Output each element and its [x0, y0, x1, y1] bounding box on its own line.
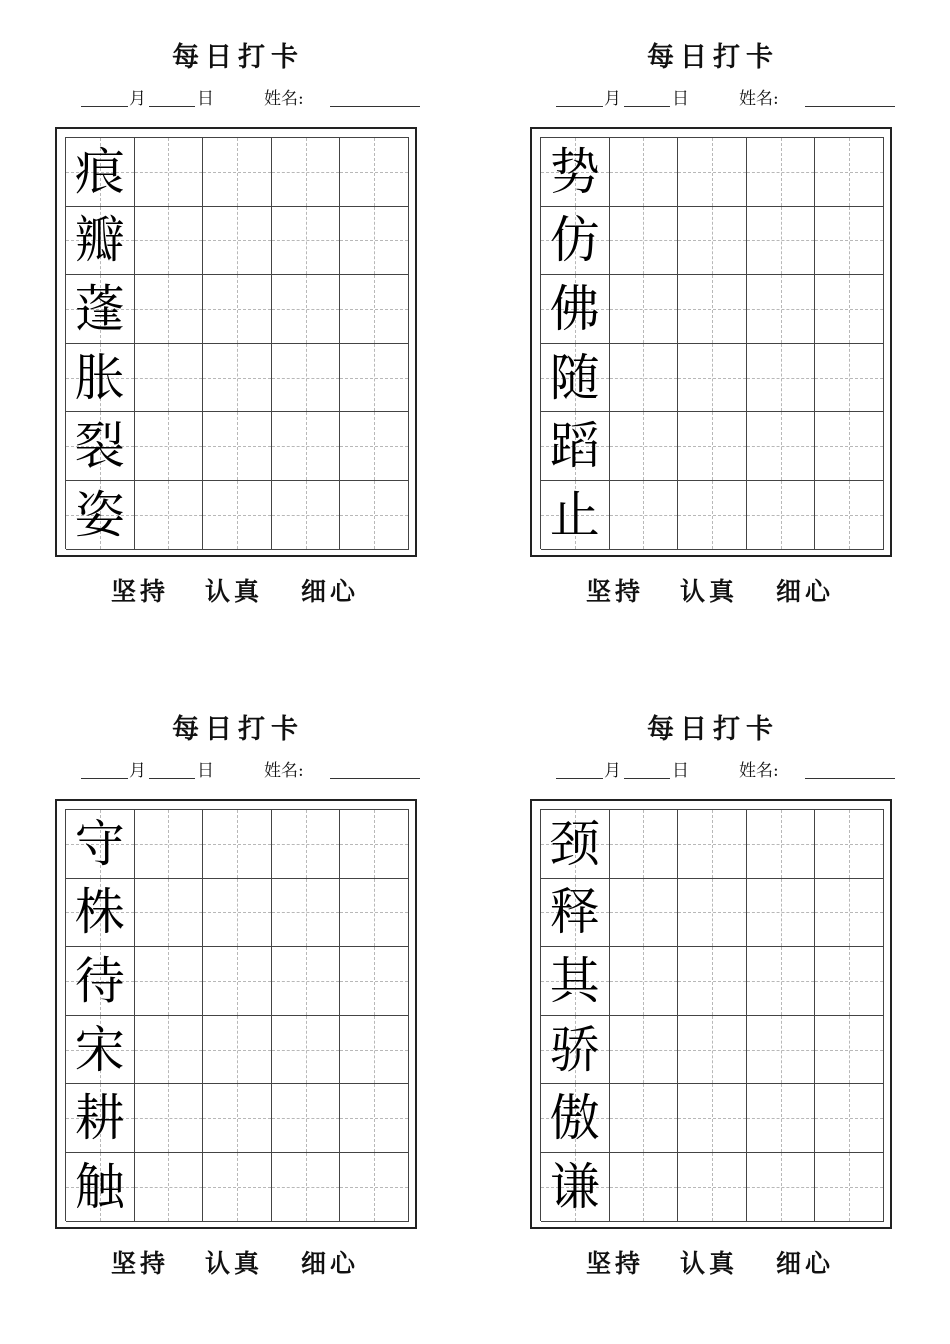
practice-cell[interactable] — [815, 138, 884, 207]
motto-row — [528, 1244, 898, 1284]
motto-row — [53, 572, 423, 612]
name-blank[interactable] — [805, 106, 895, 107]
month-label: 月 — [604, 89, 621, 109]
month-label: 月 — [129, 761, 146, 781]
practice-cell[interactable] — [610, 412, 679, 481]
practice-cell[interactable] — [678, 344, 747, 413]
name-blank[interactable] — [330, 106, 420, 107]
practice-cell[interactable] — [747, 481, 816, 550]
practice-cell[interactable] — [815, 275, 884, 344]
practice-cell[interactable] — [135, 879, 204, 948]
practice-card-3 — [53, 712, 423, 1312]
practice-cell[interactable] — [135, 1016, 204, 1085]
month-blank[interactable] — [556, 106, 603, 107]
grid-row — [66, 1084, 409, 1153]
motto-attentive: 细心 — [301, 577, 360, 606]
practice-cell[interactable] — [678, 138, 747, 207]
month-blank[interactable] — [556, 778, 603, 779]
model-character: 佛 — [549, 279, 600, 338]
practice-cell[interactable] — [135, 207, 204, 276]
writing-grid — [55, 799, 417, 1229]
model-cell — [541, 412, 610, 481]
model-character: 骄 — [549, 1020, 600, 1079]
practice-cell[interactable] — [678, 412, 747, 481]
motto-persist: 坚持 — [586, 577, 645, 606]
grid-row — [541, 138, 884, 207]
model-cell — [66, 810, 135, 879]
practice-cell[interactable] — [135, 275, 204, 344]
name-label: 姓名: — [739, 761, 779, 781]
practice-cell[interactable] — [340, 138, 409, 207]
grid-row — [541, 1016, 884, 1085]
motto-careful: 认真 — [680, 1249, 739, 1278]
practice-cell[interactable] — [272, 1153, 341, 1222]
practice-cell[interactable] — [610, 344, 679, 413]
practice-cell[interactable] — [610, 138, 679, 207]
model-character: 蓬 — [74, 279, 125, 338]
model-cell — [66, 1016, 135, 1085]
motto-row — [53, 1244, 423, 1284]
practice-cell[interactable] — [678, 879, 747, 948]
grid-row — [541, 879, 884, 948]
motto-persist: 坚持 — [111, 577, 170, 606]
grid-inner — [65, 809, 409, 1221]
practice-cell[interactable] — [340, 947, 409, 1016]
card-title: 每日打卡 — [647, 42, 779, 73]
motto-persist: 坚持 — [586, 1249, 645, 1278]
practice-cell[interactable] — [340, 481, 409, 550]
grid-row — [66, 275, 409, 344]
practice-cell[interactable] — [747, 207, 816, 276]
practice-card-1 — [53, 40, 423, 640]
month-label: 月 — [129, 89, 146, 109]
practice-cell[interactable] — [747, 138, 816, 207]
practice-cell[interactable] — [203, 138, 272, 207]
day-label: 日 — [672, 761, 689, 781]
practice-cell[interactable] — [135, 947, 204, 1016]
model-cell — [66, 412, 135, 481]
model-cell — [66, 275, 135, 344]
grid-row — [541, 1153, 884, 1222]
model-cell — [541, 207, 610, 276]
grid-inner — [540, 809, 884, 1221]
model-character: 株 — [74, 883, 125, 942]
practice-cell[interactable] — [747, 412, 816, 481]
practice-cell[interactable] — [135, 138, 204, 207]
motto-row — [528, 572, 898, 612]
model-character: 守 — [74, 814, 125, 873]
model-character: 瓣 — [74, 211, 125, 270]
practice-cell[interactable] — [610, 1016, 679, 1085]
practice-cell[interactable] — [678, 275, 747, 344]
practice-cell[interactable] — [340, 1153, 409, 1222]
practice-card-4 — [528, 712, 898, 1312]
practice-cell[interactable] — [203, 810, 272, 879]
practice-cell[interactable] — [678, 947, 747, 1016]
name-label: 姓名: — [264, 89, 304, 109]
model-character: 势 — [549, 142, 600, 201]
day-blank[interactable] — [624, 106, 670, 107]
practice-cell[interactable] — [815, 1084, 884, 1153]
model-cell — [541, 879, 610, 948]
grid-row — [541, 275, 884, 344]
practice-cell[interactable] — [610, 207, 679, 276]
practice-cell[interactable] — [203, 344, 272, 413]
month-blank[interactable] — [81, 778, 128, 779]
model-character: 宋 — [74, 1020, 125, 1079]
model-cell — [66, 481, 135, 550]
practice-cell[interactable] — [272, 1084, 341, 1153]
motto-persist: 坚持 — [111, 1249, 170, 1278]
practice-cell[interactable] — [272, 481, 341, 550]
practice-cell[interactable] — [203, 275, 272, 344]
practice-cell[interactable] — [340, 344, 409, 413]
practice-cell[interactable] — [135, 344, 204, 413]
month-blank[interactable] — [81, 106, 128, 107]
practice-cell[interactable] — [678, 1016, 747, 1085]
grid-row — [66, 1153, 409, 1222]
model-character: 耕 — [74, 1089, 125, 1148]
grid-inner — [65, 137, 409, 549]
practice-cell[interactable] — [678, 207, 747, 276]
practice-cell[interactable] — [272, 275, 341, 344]
practice-cell[interactable] — [135, 412, 204, 481]
writing-grid — [530, 799, 892, 1229]
month-label: 月 — [604, 761, 621, 781]
practice-cell[interactable] — [272, 207, 341, 276]
model-cell — [541, 1016, 610, 1085]
model-character: 裂 — [74, 417, 125, 476]
practice-cell[interactable] — [340, 207, 409, 276]
practice-cell[interactable] — [678, 1153, 747, 1222]
practice-cell[interactable] — [135, 1084, 204, 1153]
practice-cell[interactable] — [747, 1016, 816, 1085]
practice-cell[interactable] — [340, 1084, 409, 1153]
model-cell — [541, 947, 610, 1016]
name-label: 姓名: — [264, 761, 304, 781]
grid-row — [541, 1084, 884, 1153]
model-character: 其 — [549, 951, 600, 1010]
grid-row — [66, 344, 409, 413]
practice-cell[interactable] — [747, 344, 816, 413]
model-character: 胀 — [74, 348, 125, 407]
practice-cell[interactable] — [340, 879, 409, 948]
practice-cell[interactable] — [747, 947, 816, 1016]
day-label: 日 — [672, 89, 689, 109]
motto-attentive: 细心 — [776, 1249, 835, 1278]
practice-cell[interactable] — [272, 810, 341, 879]
practice-cell[interactable] — [203, 207, 272, 276]
model-cell — [66, 1084, 135, 1153]
practice-cell[interactable] — [747, 879, 816, 948]
day-blank[interactable] — [149, 778, 195, 779]
card-title: 每日打卡 — [172, 42, 304, 73]
practice-cell[interactable] — [815, 879, 884, 948]
model-cell — [66, 1153, 135, 1222]
grid-row — [541, 810, 884, 879]
model-character: 颈 — [549, 814, 600, 873]
model-cell — [66, 207, 135, 276]
grid-inner — [540, 137, 884, 549]
card-title: 每日打卡 — [172, 714, 304, 745]
day-blank[interactable] — [149, 106, 195, 107]
grid-row — [541, 481, 884, 550]
model-cell — [541, 138, 610, 207]
practice-cell[interactable] — [610, 275, 679, 344]
practice-cell[interactable] — [610, 1153, 679, 1222]
practice-card-2 — [528, 40, 898, 640]
motto-careful: 认真 — [205, 1249, 264, 1278]
practice-cell[interactable] — [747, 1084, 816, 1153]
model-cell — [541, 481, 610, 550]
grid-row — [541, 344, 884, 413]
practice-cell[interactable] — [272, 344, 341, 413]
practice-cell[interactable] — [747, 1153, 816, 1222]
model-character: 傲 — [549, 1089, 600, 1148]
name-blank[interactable] — [805, 778, 895, 779]
practice-cell[interactable] — [135, 1153, 204, 1222]
practice-cell[interactable] — [610, 879, 679, 948]
grid-row — [66, 947, 409, 1016]
grid-row — [66, 481, 409, 550]
practice-cell[interactable] — [340, 412, 409, 481]
name-blank[interactable] — [330, 778, 420, 779]
practice-cell[interactable] — [610, 1084, 679, 1153]
day-blank[interactable] — [624, 778, 670, 779]
practice-cell[interactable] — [340, 275, 409, 344]
grid-row — [66, 207, 409, 276]
practice-cell[interactable] — [610, 810, 679, 879]
model-character: 姿 — [74, 485, 125, 544]
practice-cell[interactable] — [815, 810, 884, 879]
practice-cell[interactable] — [815, 481, 884, 550]
model-cell — [541, 1153, 610, 1222]
model-character: 仿 — [549, 211, 600, 270]
grid-row — [66, 810, 409, 879]
practice-cell[interactable] — [135, 481, 204, 550]
model-character: 随 — [549, 348, 600, 407]
model-character: 蹈 — [549, 417, 600, 476]
practice-cell[interactable] — [815, 1016, 884, 1085]
practice-cell[interactable] — [340, 1016, 409, 1085]
practice-cell[interactable] — [815, 207, 884, 276]
practice-cell[interactable] — [272, 412, 341, 481]
grid-row — [66, 138, 409, 207]
practice-cell[interactable] — [203, 1084, 272, 1153]
motto-careful: 认真 — [680, 577, 739, 606]
practice-cell[interactable] — [135, 810, 204, 879]
model-cell — [66, 879, 135, 948]
model-cell — [541, 344, 610, 413]
name-label: 姓名: — [739, 89, 779, 109]
practice-cell[interactable] — [272, 879, 341, 948]
practice-cell[interactable] — [272, 947, 341, 1016]
model-character: 触 — [74, 1157, 125, 1216]
practice-cell[interactable] — [678, 1084, 747, 1153]
practice-cell[interactable] — [272, 138, 341, 207]
model-cell — [541, 810, 610, 879]
model-cell — [66, 947, 135, 1016]
card-title: 每日打卡 — [647, 714, 779, 745]
practice-cell[interactable] — [203, 879, 272, 948]
model-character: 待 — [74, 951, 125, 1010]
writing-grid — [55, 127, 417, 557]
practice-cell[interactable] — [747, 810, 816, 879]
practice-cell[interactable] — [815, 1153, 884, 1222]
grid-row — [541, 947, 884, 1016]
practice-cell[interactable] — [815, 412, 884, 481]
practice-cell[interactable] — [340, 810, 409, 879]
motto-attentive: 细心 — [301, 1249, 360, 1278]
practice-cell[interactable] — [815, 344, 884, 413]
practice-cell[interactable] — [203, 1153, 272, 1222]
practice-cell[interactable] — [203, 481, 272, 550]
practice-cell[interactable] — [678, 810, 747, 879]
model-character: 止 — [549, 485, 600, 544]
grid-row — [66, 412, 409, 481]
practice-cell[interactable] — [203, 412, 272, 481]
practice-cell[interactable] — [610, 947, 679, 1016]
model-character: 痕 — [74, 142, 125, 201]
grid-row — [541, 207, 884, 276]
practice-cell[interactable] — [203, 1016, 272, 1085]
practice-cell[interactable] — [272, 1016, 341, 1085]
model-cell — [66, 138, 135, 207]
practice-cell[interactable] — [203, 947, 272, 1016]
practice-cell[interactable] — [815, 947, 884, 1016]
day-label: 日 — [197, 89, 214, 109]
writing-grid — [530, 127, 892, 557]
model-character: 释 — [549, 883, 600, 942]
model-cell — [541, 275, 610, 344]
practice-cell[interactable] — [747, 275, 816, 344]
model-character: 谦 — [549, 1157, 600, 1216]
grid-row — [66, 879, 409, 948]
motto-attentive: 细心 — [776, 577, 835, 606]
motto-careful: 认真 — [205, 577, 264, 606]
grid-row — [66, 1016, 409, 1085]
grid-row — [541, 412, 884, 481]
model-cell — [541, 1084, 610, 1153]
practice-cell[interactable] — [678, 481, 747, 550]
practice-cell[interactable] — [610, 481, 679, 550]
day-label: 日 — [197, 761, 214, 781]
model-cell — [66, 344, 135, 413]
